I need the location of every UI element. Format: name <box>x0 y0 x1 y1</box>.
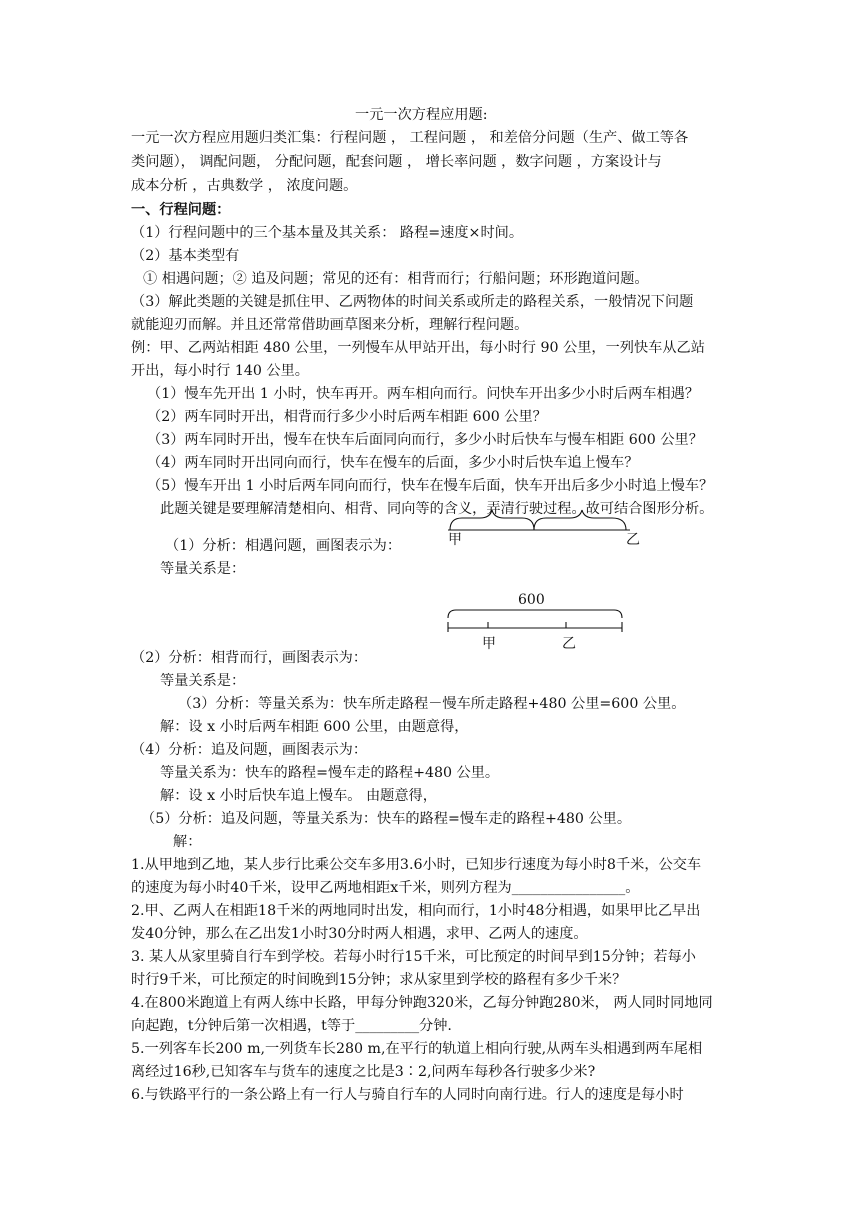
brace-left <box>450 510 534 530</box>
analysis-5-solution: 解： <box>173 834 202 850</box>
meeting-diagram <box>440 508 655 552</box>
key-note: 此题关键是要理解清楚相向、相背、同向等的含义，弄清行驶过程。故可结合图形分析。 <box>160 501 714 517</box>
section-heading: 一、行程问题： <box>131 202 231 218</box>
analysis-2: （2）分析：相背而行，画图表示为： <box>131 650 368 666</box>
analysis-3: （3）分析：等量关系为：快车所走路程－慢车所走路程+480 公里=600 公里。 <box>178 696 686 712</box>
exercise-line: 6.与铁路平行的一条公路上有一行人与骑自行车的人同时向南行进。行人的速度是每小时 <box>131 1087 684 1103</box>
exercise-line: 离经过16秒,已知客车与货车的速度之比是3∶2,问两车每秒各行驶多少米? <box>131 1064 596 1080</box>
document-title: 一元一次方程应用题: <box>355 107 488 123</box>
exercise-line: 1.从甲地到乙地，某人步行比乘公交车多用3.6小时，已知步行速度为每小时8千米，公交车 <box>131 857 702 873</box>
analysis-4: （4）分析：追及问题，画图表示为： <box>131 742 368 758</box>
question-line: （5）慢车开出 1 小时后两车同向而行，快车在慢车后面，快车开出后多少小时追上慢车？ <box>147 478 714 494</box>
basics-line: ① 相遇问题；② 追及问题；常见的还有：相背而行；行船问题；环形跑道问题。 <box>143 271 649 287</box>
analysis-3-solution: 解：设 x 小时后两车相距 600 公里，由题意得， <box>160 719 469 735</box>
label-jia: 甲 <box>448 532 462 548</box>
exercise-line: 3. 某人从家里骑自行车到学校。若每小时行15千米，可比预定的时间早到15分钟；若每小 <box>131 949 696 965</box>
example-line: 例：甲、乙两站相距 480 公里，一列慢车从甲站开出，每小时行 90 公里，一列快车从乙站 <box>131 340 705 356</box>
question-line: （4）两车同时开出同向而行，快车在慢车的后面，多少小时后快车追上慢车？ <box>147 455 639 471</box>
exercise-line: 4.在800米跑道上有两人练中长路，甲每分钟跑320米，乙每分钟跑280米， 两人同时同地同 <box>131 995 713 1011</box>
label-jia: 甲 <box>482 636 496 652</box>
intro-line: 成本分析 ，古典数学 ， 浓度问题。 <box>131 178 358 194</box>
bracket-top <box>448 610 622 618</box>
analysis-5: （5）分析：追及问题，等量关系为：快车的路程=慢车走的路程+480 公里。 <box>141 811 632 827</box>
exercise-line: 2.甲、乙两人在相距18千米的两地同时出发，相向而行，1小时48分相遇，如果甲比乙早出 <box>131 903 701 919</box>
analysis-4-eq: 等量关系为：快车的路程=慢车走的路程+480 公里。 <box>160 765 500 781</box>
basics-line: 就能迎刃而解。并且还常常借助画草图来分析，理解行程问题。 <box>131 317 529 333</box>
question-line: （3）两车同时开出，慢车在快车后面同向而行，多少小时后快车与慢车相距 600 公里？ <box>147 432 703 448</box>
exercise-line: 向起跑，t分钟后第一次相遇，t等于_________分钟. <box>131 1018 452 1034</box>
distance-label: 600 <box>518 592 545 608</box>
exercise-line: 发40分钟，那么在乙出发1小时30分时两人相遇，求甲、乙两人的速度。 <box>131 926 588 942</box>
label-yi: 乙 <box>626 532 640 548</box>
basics-line: （2）基本类型有 <box>131 248 240 264</box>
brace-right <box>534 510 626 530</box>
analysis-2-eq: 等量关系是： <box>160 673 246 689</box>
question-line: （2）两车同时开出，相背而行多少小时后两车相距 600 公里？ <box>147 409 547 425</box>
analysis-1: （1）分析：相遇问题，画图表示为： <box>165 538 402 554</box>
label-yi: 乙 <box>562 636 576 652</box>
basics-line: （3）解此类题的关键是抓住甲、乙两物体的时间关系或所走的路程关系，一般情况下问题 <box>131 294 694 310</box>
analysis-4-solution: 解：设 x 小时后快车追上慢车。 由题意得， <box>160 788 437 804</box>
opposite-diagram <box>440 588 630 654</box>
basics-line: （1）行程问题中的三个基本量及其关系： 路程=速度×时间。 <box>131 225 524 241</box>
example-line: 开出，每小时行 140 公里。 <box>131 363 309 379</box>
question-line: （1）慢车先开出 1 小时，快车再开。两车相向而行。问快车开出多少小时后两车相遇？ <box>147 386 700 402</box>
exercise-line: 5.一列客车长200 m,一列货车长280 m,在平行的轨道上相向行驶,从两车头相遇到两车尾相 <box>131 1041 703 1057</box>
intro-line: 一元一次方程应用题归类汇集：行程问题 ， 工程问题 ， 和差倍分问题（生产、做工等各 <box>131 130 689 146</box>
exercise-line: 的速度为每小时40千米，设甲乙两地相距x千米，则列方程为________________。 <box>131 880 640 896</box>
analysis-1-eq: 等量关系是： <box>160 561 246 577</box>
exercise-line: 时行9千米，可比预定的时间晚到15分钟；求从家里到学校的路程有多少千米？ <box>131 972 627 988</box>
intro-line: 类问题）， 调配问题， 分配问题，配套问题 ， 增长率问题 ，数字问题 ，方案设计与 <box>131 154 662 170</box>
